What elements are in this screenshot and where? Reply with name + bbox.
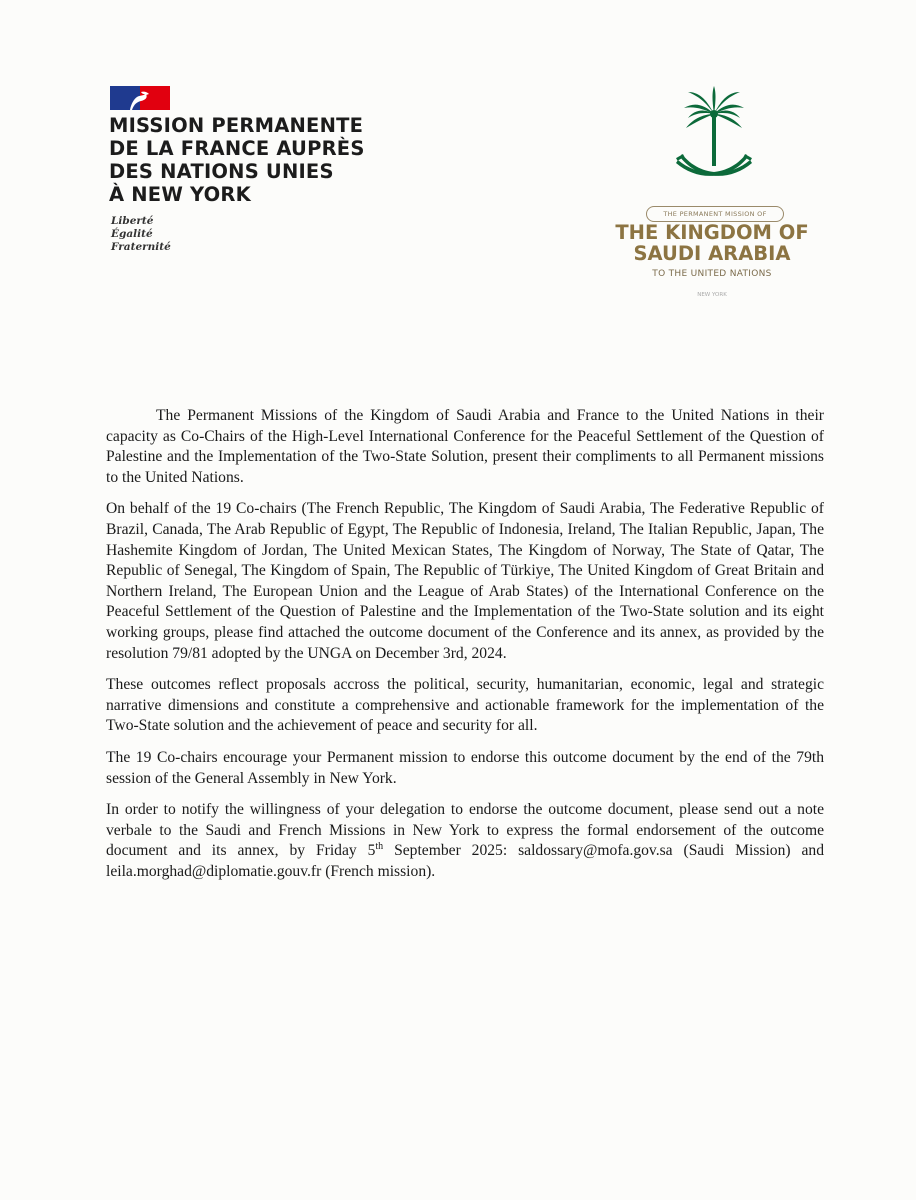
french-title-line: MISSION PERMANENTE [109,114,364,137]
french-title-line: À NEW YORK [109,183,251,206]
letter-body [106,406,824,893]
paragraph-notify [106,800,824,882]
saudi-mission-pill: THE PERMANENT MISSION OF [646,206,784,222]
paragraph-intro: The Permanent Missions of the Kingdom of Saudi Arabia and France to the United Nations in their capacity as Co-Chairs of the High-Level International Conference for the Peaceful Settlement of the Question of Palestine and the Implementation of the Two-State Solution, present their compliments to all Permanent missions to the United Nations. [106,407,824,486]
french-title-line: DES NATIONS UNIES [109,160,334,183]
paragraph-cochairs: On behalf of the 19 Co-chairs (The French Republic, The Kingdom of Saudi Arabia, The Federative Republic of Brazil, Canada, The Arab Republic of Egypt, The Republic of Indonesia, Ireland, The Italian Republic, Japan, The Hashemite Kingdom of Jordan, The United Mexican States, The Kingdom of Norway, The State of Qatar, The Republic of Senegal, The Kingdom of Spain, The Republic of Türkiye, The United Kingdom of Great Britain and Northern Ireland, The European Union and the League of Arab States) of the International Conference on the Peaceful Settlement of the Question of Palestine and the Implementation of the Two-State solution and its eight working groups, please find attached the outcome document of the Conference and its annex, as provided by the resolution 79/81 adopted by the UNGA on December 3rd, 2024. [106,500,824,662]
french-motto [111,215,171,254]
saudi-palm-swords-emblem-icon [664,84,764,194]
motto-fraternite: Fraternité [111,241,171,253]
notify-text-after: September 2025: saldossary@mofa.gov.sa (Saudi Mission) and leila.morghad@diplomatie.gouv.fr (French mission). [106,842,824,880]
paragraph-outcomes: These outcomes reflect proposals accross the political, security, humanitarian, economic, legal and strategic narrative dimensions and constitute a comprehensive and actionable framework for the implementation of the Two-State solution and the achievement of peace and security for all. [106,676,824,735]
motto-egalite: Égalité [111,228,153,240]
saudi-name-line: THE KINGDOM OF [615,221,809,244]
french-mission-title [109,114,409,206]
french-title-line: DE LA FRANCE AUPRÈS [109,137,365,160]
paragraph-encourage: The 19 Co-chairs encourage your Permanent mission to endorse this outcome document by the end of the 79th session of the General Assembly in New York. [106,748,824,787]
saudi-city-label: NEW YORK [697,292,727,298]
motto-liberte: Liberté [111,215,154,227]
saudi-un-label: TO THE UNITED NATIONS [652,269,772,279]
french-republic-logo [110,86,170,110]
ordinal-suffix: th [375,841,384,853]
saudi-name-line: SAUDI ARABIA [633,242,791,265]
notify-text-before: In order to notify the willingness of your delegation to endorse the outcome document, please send out a note verbale to the Saudi and French Missions in New York to express the formal endorsement of the outcome document and its annex, by Friday 5 [106,801,824,860]
saudi-mission-name [614,222,810,264]
